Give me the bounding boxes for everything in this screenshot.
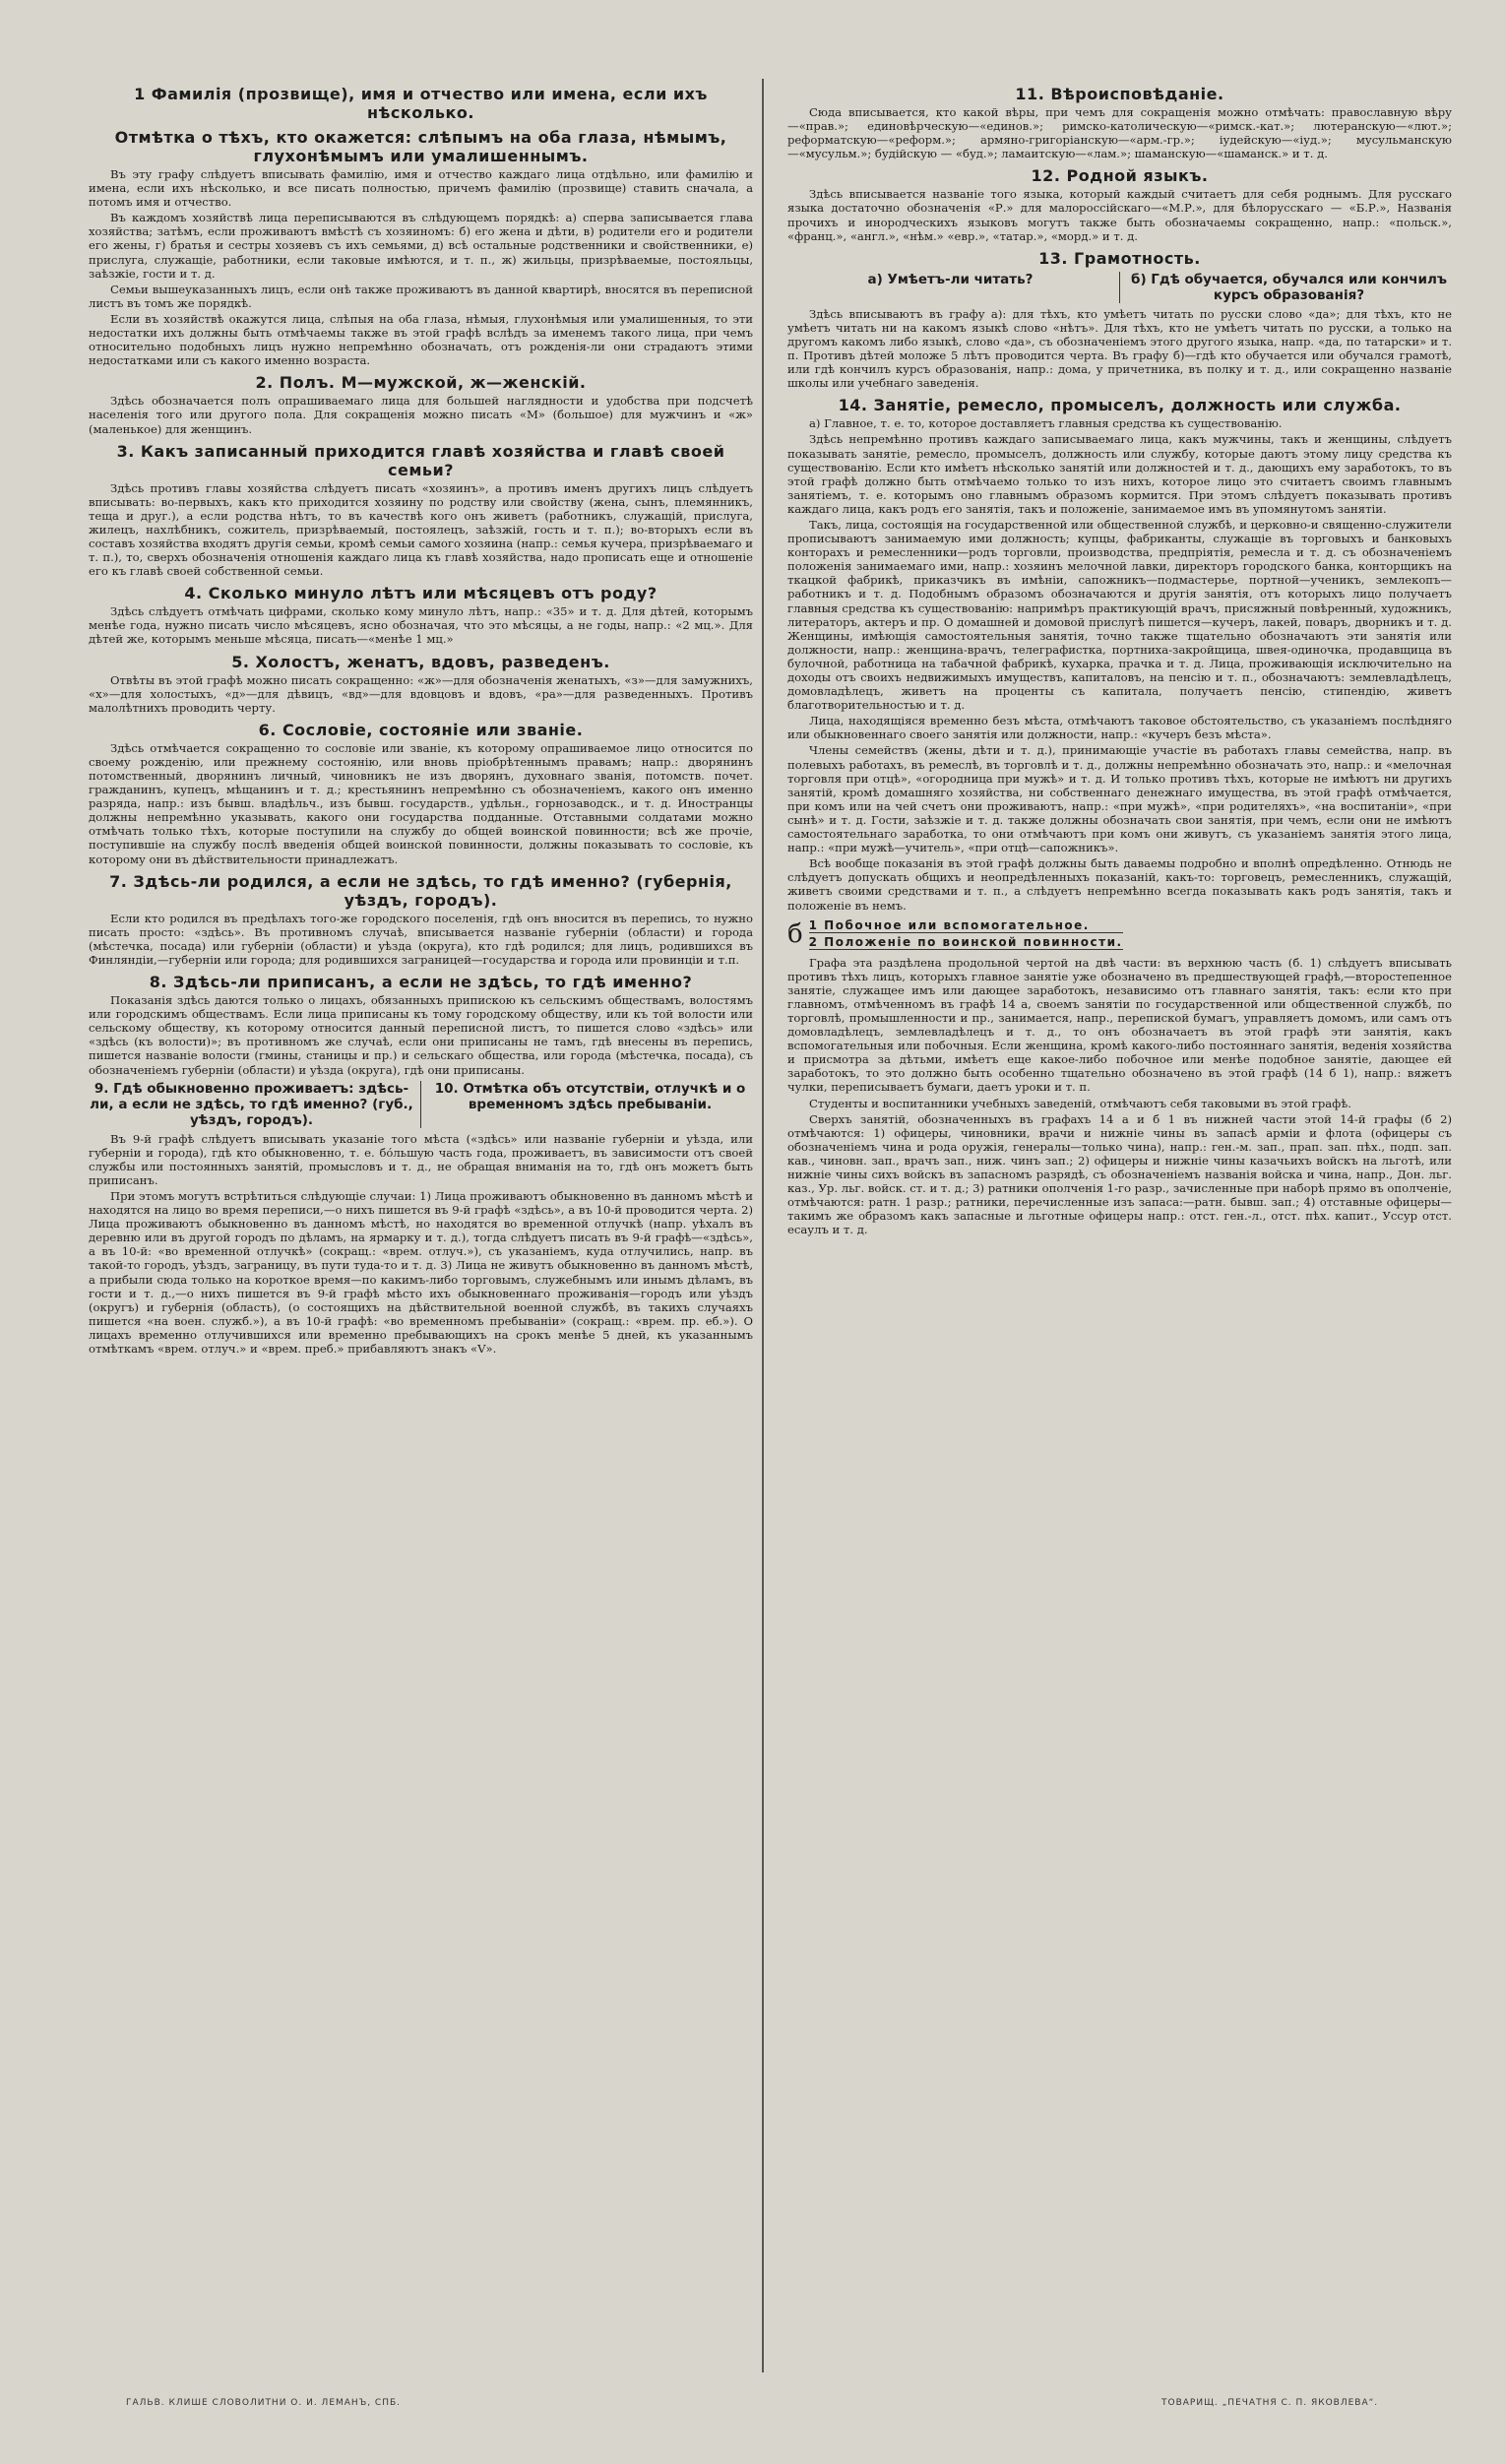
instruction-paragraph: Въ эту графу слѣдуетъ вписывать фамилію, имя и отчество каждаго лица отдѣльно, или фамилію и имена, если ихъ нѣсколько, и все писать полностью, причемъ фамилію (прозвище) ставить сначала, а потомъ имя и отчество. (89, 167, 753, 210)
instruction-paragraph: Здѣсь вписывается названіе того языка, который каждый считаетъ для себя роднымъ. Для русскаго языка достаточно обозначенія «Р.» для малороссійскаго—«М.Р.», для бѣлорусскаго — «Б.Р.», Названія прочихъ и инородческихъ языковъ могутъ также быть обозначаемы сокращенно, напр.: «польск.», «франц.», «англ.», «нѣм.» «евр.», «татар.», «морд.» и т. д. (787, 187, 1452, 243)
section-heading: 3. Какъ записанный приходится главѣ хозяйства и главѣ своей семьи? (116, 441, 725, 479)
sub-list-item: 1 Побочное или вспомогательное. (809, 918, 1123, 933)
sub-list-items (809, 916, 1123, 952)
split-heading (787, 272, 1452, 303)
split-heading (89, 1081, 753, 1128)
section-heading: 6. Сословіе, состояніе или званіе. (258, 720, 584, 739)
section-heading: 1 Фамилія (прозвище), имя и отчество или имена, если ихъ нѣсколько. (134, 85, 708, 122)
section-heading: 13. Грамотность. (1038, 248, 1201, 268)
instruction-paragraph: Такъ, лица, состоящія на государственной или общественной службѣ, и церковно-и священно-служители прописываютъ занимаемую ими должность; купцы, фабриканты, служащіе въ торговыхъ и банковыхъ конторахъ и ремесленники—родъ торговли, производства, предпріятія, ремесла и т. д. съ обозначеніемъ положенія занимаемаго ими, напр.: хозяинъ мелочной лавки, директоръ городского банка, конторщикъ на ткацкой фабрикѣ, приказчикъ въ имѣніи, сапожникъ—подмастерье, портной—ученикъ, землекопъ—работникъ и т. д. Подобнымъ образомъ обозначаются и другія занятія, отъ которыхъ лицо получаетъ главныя средства къ существованію: напримѣръ практикующій врачъ, присяжный повѣренный, художникъ, литераторъ, актеръ и пр. О домашней и домовой прислугѣ пишется—кучеръ, лакей, поваръ, дворникъ и т. д. Женщины, имѣющія самостоятельныя занятія, точно также тщательно обозначаютъ эти занятія или должности, напр.: женщина-врачъ, телеграфистка, портниха-закройщица, швея-одиночка, продавщица въ булочной, работница на табачной фабрикѣ, кухарка, прачка и т. д. Лица, проживающія исключительно на доходы отъ своихъ недвижимыхъ имуществъ, капиталовъ, на пенсію и т. п., обозначаютъ: землевладѣлецъ, домовладѣлецъ, живетъ на проценты съ капитала, получаетъ пенсію, стипендію, живетъ благотворительностью и т. д. (787, 517, 1452, 713)
sub-list-item: 2 Положеніе по воинской повинности. (808, 934, 1123, 949)
section-heading: 7. Здѣсь-ли родился, а если не здѣсь, то гдѣ именно? (губернія, уѣздъ, городъ). (109, 871, 732, 910)
sub-list-marker: б (787, 918, 803, 949)
section-heading: Отмѣтка о тѣхъ, кто окажется: слѣпымъ на оба глаза, нѣмымъ, глухонѣмымъ или умалишеннымъ. (114, 128, 727, 165)
left-column (89, 79, 753, 2382)
section-heading: 2. Полъ. М—мужской, ж—женскій. (255, 373, 587, 393)
instruction-paragraph: Въ 9-й графѣ слѣдуетъ вписывать указаніе того мѣста («здѣсь» или названіе губерніи и уѣзда, или губерніи и города), гдѣ кто обыкновенно, т. е. бо́льшую часть года, проживаетъ, въ зависимости отъ своей службы или постоянныхъ занятій, промысловъ и т. д., не обращая вниманія на то, гдѣ онъ можетъ быть приписанъ. (89, 1131, 753, 1187)
instruction-paragraph: Студенты и воспитанники учебныхъ заведеній, отмѣчаютъ себя таковыми въ этой графѣ. (809, 1096, 1351, 1110)
instruction-paragraph: Здѣсь отмѣчается сокращенно то сословіе или званіе, къ которому опрашиваемое лицо относится по своему рожденію, или прежнему состоянію, или вновь пріобрѣтеннымъ правамъ; напр.: дворянинъ потомственный, дворянинъ личный, чиновникъ не изъ дворянъ, духовнаго званія, потомств. почет. гражданинъ, купецъ, мѣщанинъ и т. д.; крестьянинъ непремѣнно съ обозначеніемъ, какого онъ именно разряда, напр.: изъ бывш. владѣльч., изъ бывш. государств., удѣльн., горнозаводск., и т. д. Иностранцы должны непремѣнно указывать, какого они государства подданные. Отставными солдатами можно отмѣчать только тѣхъ, которые поступили на службу до общей воинской повинности; всѣ же прочіе, поступившіе на службу послѣ введенія общей воинской повинности, должны показывать то сословіе, къ которому они въ дѣйствительности принадлежатъ. (89, 740, 753, 866)
instruction-paragraph: Отвѣты въ этой графѣ можно писать сокращенно: «ж»—для обозначенія женатыхъ, «з»—для замужнихъ, «х»—для холостыхъ, «д»—для дѣвицъ, «вд»—для вдовцовъ и вдовъ, «ра»—для разведенныхъ. Противъ малолѣтнихъ проводить черту. (89, 672, 753, 715)
section-heading: 14. Занятіе, ремесло, промыселъ, должность или служба. (838, 396, 1402, 415)
instruction-paragraph: Здѣсь вписываютъ въ графу а): для тѣхъ, кто умѣетъ читать по русски слово «да»; для тѣхъ, кто не умѣетъ читать ни на какомъ языкѣ слово «нѣтъ». Для тѣхъ, кто не умѣетъ читать по русски, а только на другомъ какомъ либо языкѣ, слово «да», съ обозначеніемъ этого другого языка, напр. «да, по татарски» и т. п. Противъ дѣтей моложе 5 лѣтъ проводится черта. Въ графу б)—гдѣ кто обучается или обучался грамотѣ, или гдѣ кончилъ курсъ образованія, напр.: дома, у причетника, въ полку и т. д., или сокращенно названіе школы или учебнаго заведенія. (787, 306, 1452, 391)
footer-right-imprint: ТОВАРИЩ. „ПЕЧАТНЯ С. П. ЯКОВЛЕВА“. (1161, 2398, 1379, 2408)
instruction-paragraph: Сверхъ занятій, обозначенныхъ въ графахъ 14 а и б 1 въ нижней части этой 14-й графы (б 2) отмѣчаются: 1) офицеры, чиновники, врачи и нижніе чины въ запасѣ арміи и флота (офицеры съ обозначеніемъ чина и рода оружія, генералы—только чина), напр.: ген.-м. зап., прап. зап. пѣх., подп. зап. кав., чиновн. зап., врачъ зап., ниж. чинъ зап.; 2) офицеры и нижніе чины казачьихъ войскъ на льготѣ, или нижніе чины сихъ войскъ въ запасномъ разрядѣ, съ обозначеніемъ названія войска и чина, напр., Дон. льг. каз., Ур. льг. войск. ст. и т. д.; 3) ратники ополченія 1-го разр., зачисленные при наборѣ прямо въ ополченіе, отмѣчаются: ратн. 1 разр.; ратники, перечисленные изъ запаса:—ратн. бывш. зап.; 4) отставные офицеры—такимъ же образомъ какъ запасные и льготные офицеры напр.: отст. ген.-л., отст. пѣх. капит., Уссур отст. есаулъ и т. д. (787, 1111, 1452, 1237)
section-heading: 4. Сколько минуло лѣтъ или мѣсяцевъ отъ роду? (184, 584, 658, 603)
section-heading: 5. Холостъ, женатъ, вдовъ, разведенъ. (231, 652, 610, 671)
instruction-paragraph: Если въ хозяйствѣ окажутся лица, слѣпыя на оба глаза, нѣмыя, глухонѣмыя или умалишенныя, то эти недостатки ихъ должны быть отмѣчаемы также въ этой графѣ вслѣдъ за именемъ такого лица, при чемъ относительно подобныхъ лицъ нужно непремѣнно обозначать, отъ рожденія-ли они страдаютъ этими недостатками или съ какого именно возраста. (89, 311, 753, 368)
split-heading-right: б) Гдѣ обучается, обучался или кончилъ курсъ образованія? (1119, 272, 1452, 303)
instruction-paragraph: При этомъ могутъ встрѣтиться слѣдующіе случаи: 1) Лица проживаютъ обыкновенно въ данномъ мѣстѣ и находятся на лицо во время переписи,—о нихъ пишется въ 9-й графѣ «здѣсь», а въ 10-й проводится черта. 2) Лица проживаютъ обыкновенно въ данномъ мѣстѣ, но находятся во временной отлучкѣ (напр. уѣхалъ въ деревню или въ другой городъ по дѣламъ, на ярмарку и т. д.), тогда слѣдуетъ писать въ 9-й графѣ—«здѣсь», а въ 10-й: «во временной отлучкѣ» (сокращ.: «врем. отлуч.»), съ указаніемъ, куда отлучились, напр. въ такой-то городъ, уѣздъ, заграницу, въ пути туда-то и т. д. 3) Лица не живутъ обыкновенно въ данномъ мѣстѣ, а прибыли сюда только на короткое время—по какимъ-либо торговымъ, служебнымъ или инымъ дѣламъ, въ гости и т. д.,—о нихъ пишется въ 9-й графѣ мѣсто ихъ обыкновеннаго проживанія—городъ или уѣздъ (округъ) и губернія (область), (о состоящихъ на дѣйствительной военной службѣ, въ такихъ случаяхъ пишется «на воен. служб.»), а въ 10-й графѣ: «во временномъ пребываніи» (сокращ.: «врем. пр. еб.»). О лицахъ временно отлучившихся или временно пребывающихъ на срокъ менѣе 5 дней, къ указаннымъ отмѣткамъ «врем. отлуч.» и «врем. преб.» прибавляютъ знакъ «V». (89, 1188, 753, 1356)
instruction-paragraph: Здѣсь непремѣнно противъ каждаго записываемаго лица, какъ мужчины, такъ и женщины, слѣдуетъ показывать занятіе, ремесло, промыселъ, должность или службу, которые даютъ этому лицу средства къ существованію. Если кто имѣетъ нѣсколько занятій или должностей и т. д., дающихъ ему заработокъ, то въ этой графѣ должно быть отмѣчаемо только то изъ нихъ, которое лицо это считаетъ своимъ главнымъ занятіемъ, т. е. которымъ оно главнымъ образомъ кормится. При этомъ слѣдуетъ показывать противъ каждаго лица, какъ родъ его занятія, такъ и положеніе, занимаемое имъ въ упомянутомъ занятіи. (787, 432, 1452, 516)
split-heading-right: 10. Отмѣтка объ отсутствіи, отлучкѣ и о временномъ здѣсь пребываніи. (420, 1081, 753, 1128)
instruction-paragraph: Сюда вписывается, кто какой вѣры, при чемъ для сокращенія можно отмѣчать: православную вѣру—«прав.»; единовѣрческую—«единов.»; римско-католическую—«римск.-кат.»; лютеранскую—«лют.»; реформатскую—«реформ.»; армяно-григоріанскую—«арм.-гр.»; іудейскую—«іуд.»; мусульманскую—«мусульм.»; будійскую — «буд.»; ламаитскую—«лам.»; шаманскую—«шаманск.» и т. д. (787, 105, 1452, 161)
sub-item-list (787, 916, 1452, 952)
split-heading-left: а) Умѣетъ-ли читать? (867, 271, 1034, 287)
section-heading: 8. Здѣсь-ли приписанъ, а если не здѣсь, то гдѣ именно? (149, 973, 693, 992)
instruction-paragraph: Если кто родился въ предѣлахъ того-же городского поселенія, гдѣ онъ вносится въ перепись, то нужно писать просто: «здѣсь». Въ противномъ случаѣ, вписывается названіе губерніи (области) и города (мѣстечка, посада) или губерніи (области) и уѣзда (округа), кто гдѣ родился; для лицъ, родившихся въ Финляндіи,—губерніи или города; для родившихся заграницей—государства и города или провинціи и т.п. (89, 911, 753, 967)
instruction-paragraph: Показанія здѣсь даются только о лицахъ, обязанныхъ припискою къ сельскимъ обществамъ, волостямъ или городскимъ обществамъ. Если лица приписаны къ тому городскому обществу, или къ той волости или сельскому обществу, къ которому относится данный переписной листъ, то пишется слово «здѣсь» или «здѣсь (къ волости)»; въ противномъ же случаѣ, если они приписаны не тамъ, гдѣ внесены въ перепись, пишется названіе волости (гмины, станицы и пр.) и сельскаго общества, или города (мѣстечка, посада), съ обозначеніемъ губерніи (области) и уѣзда (округа), гдѣ они приписаны. (89, 993, 753, 1077)
instruction-paragraph: Въ каждомъ хозяйствѣ лица переписываются въ слѣдующемъ порядкѣ: а) сперва записывается глава хозяйства; затѣмъ, если проживаютъ вмѣстѣ съ хозяиномъ: б) его жена и дѣти, в) родители его и родители его жены, г) братья и сестры хозяевъ съ ихъ семьями, д) всѣ остальные родственники и свойственники, е) прислуга, служащіе, работники, если таковые имѣются, и т. п., ж) жильцы, призрѣваемые, постояльцы, заѣзжіе, гости и т. д. (89, 211, 753, 281)
right-column (787, 79, 1452, 2382)
instruction-paragraph: Здѣсь противъ главы хозяйства слѣдуетъ писать «хозяинъ», а противъ именъ другихъ лицъ слѣдуетъ вписывать: во-первыхъ, какъ кто приходится хозяину по родству или свойству (жена, сынъ, племянникъ, теща и друг.), а если родства нѣтъ, то въ качествѣ кого онъ живетъ (работникъ, служащій, прислуга, жилецъ, нахлѣбникъ, сожитель, призрѣваемый, постоялецъ, заѣзжій, гость и т. п.); во-вторыхъ если въ составъ хозяйства входятъ другія семьи, кромѣ семьи самого хозяина (напр.: семья кучера, призрѣваемаго и т. п.), то, сверхъ обозначенія отношенія каждаго лица къ главѣ хозяйства, надо прописать еще и отношеніе его къ главѣ своей собственной семьи. (89, 480, 753, 579)
section-heading: 11. Вѣроисповѣданіе. (1015, 85, 1224, 103)
instruction-paragraph: Здѣсь обозначается полъ опрашиваемаго лица для большей наглядности и удобства при подсчетѣ населенія того или другого пола. Для сокращенія можно писать «М» (большое) для мужчинъ и «ж» (маленькое) для женщинъ. (89, 394, 753, 436)
footer-left-imprint: ГАЛЬВ. КЛИШЕ СЛОВОЛИТНИ О. И. ЛЕМАНЪ, СПБ. (126, 2398, 402, 2408)
split-heading-left: 9. Гдѣ обыкновенно проживаетъ: здѣсь-ли, а если не здѣсь, то гдѣ именно? (губ., уѣздъ, городъ). (90, 1080, 413, 1128)
instruction-paragraph: Здѣсь слѣдуетъ отмѣчать цифрами, сколько кому минуло лѣтъ, напр.: «35» и т. д. Для дѣтей, которымъ менѣе года, нужно писать число мѣсяцевъ, ясно обозначая, что это мѣсяцы, а не годы, напр.: «2 мц.». Для дѣтей же, которымъ меньше мѣсяца, писать—«менѣе 1 мц.» (89, 604, 753, 647)
instruction-paragraph: Семьи вышеуказанныхъ лицъ, если онѣ также проживаютъ въ данной квартирѣ, вносятся въ переписной листъ въ томъ же порядкѣ. (89, 282, 753, 310)
instruction-paragraph: Лица, находящіяся временно безъ мѣста, отмѣчаютъ таковое обстоятельство, съ указаніемъ послѣдняго или обыкновеннаго своего занятія или должности, напр.: «кучеръ безъ мѣста». (787, 714, 1452, 742)
instruction-paragraph: Члены семействъ (жены, дѣти и т. д.), принимающіе участіе въ работахъ главы семейства, напр. въ полевыхъ работахъ, въ ремеслѣ, въ торговлѣ и т. д., должны непремѣнно обозначать это, напр.: и «мелочная торговля при отцѣ», «огородница при мужѣ» и т. д. И только противъ тѣхъ, которые не имѣютъ ни другихъ занятій, кромѣ домашняго хозяйства, ни собственнаго денежнаго имущества, въ этой графѣ отмѣчается, при комъ или на чей счетъ они проживаютъ, напр.: «при мужѣ», «при родителяхъ», «на воспитаніи», «при сынѣ» и т. д. Гости, заѣзжіе и т. д. также должны обозначать свои занятія, при чемъ, если они не имѣютъ самостоятельнаго заработка, то они отмѣчаютъ при комъ они живутъ, съ указаніемъ занятія этого лица, напр.: «при мужѣ—учитель», «при отцѣ—сапожникъ». (787, 743, 1452, 855)
instruction-paragraph: а) Главное, т. е. то, которое доставляетъ главныя средства къ существованію. (809, 416, 1283, 431)
instruction-paragraph: Всѣ вообще показанія въ этой графѣ должны быть даваемы подробно и вполнѣ опредѣленно. Отнюдь не слѣдуетъ допускать общихъ и неопредѣленныхъ показаній, какъ-то: торговецъ, ремесленникъ, служащій, живетъ своими средствами и т. п., а слѣдуетъ непремѣнно всегда показывать какъ родъ занятія, такъ и положеніе въ немъ. (787, 856, 1452, 913)
instruction-paragraph: Графа эта раздѣлена продольной чертой на двѣ части: въ верхнюю часть (б. 1) слѣдуетъ вписывать противъ тѣхъ лицъ, которыхъ главное занятіе уже обозначено въ предшествующей графѣ,—второстепенное занятіе, служащее имъ или дающее заработокъ, независимо отъ главнаго занятія, такъ: если кто при главномъ, отмѣченномъ въ графѣ 14 а, своемъ занятіи по государственной или общественной службѣ, по торговлѣ, промышленности и пр., занимается, напр., перепиской бумагъ, управляетъ домомъ, или самъ отъ домовладѣлецъ, землевладѣлецъ и т. д., то онъ обозначаетъ въ этой графѣ эти занятія, какъ вспомогательныя или побочныя. Если женщина, кромѣ какого-либо постояннаго занятія, веденія хозяйства и присмотра за дѣтьми, имѣетъ еще какое-либо побочное или менѣе подобное занятіе, дающее ей заработокъ, то это должно быть особенно тщательно обозначено въ этой графѣ (14 б 1), напр.: вяжетъ чулки, переписываетъ бумаги, даетъ уроки и т. п. (787, 955, 1452, 1095)
column-divider (762, 79, 764, 2372)
section-heading: 12. Родной языкъ. (1031, 166, 1209, 186)
